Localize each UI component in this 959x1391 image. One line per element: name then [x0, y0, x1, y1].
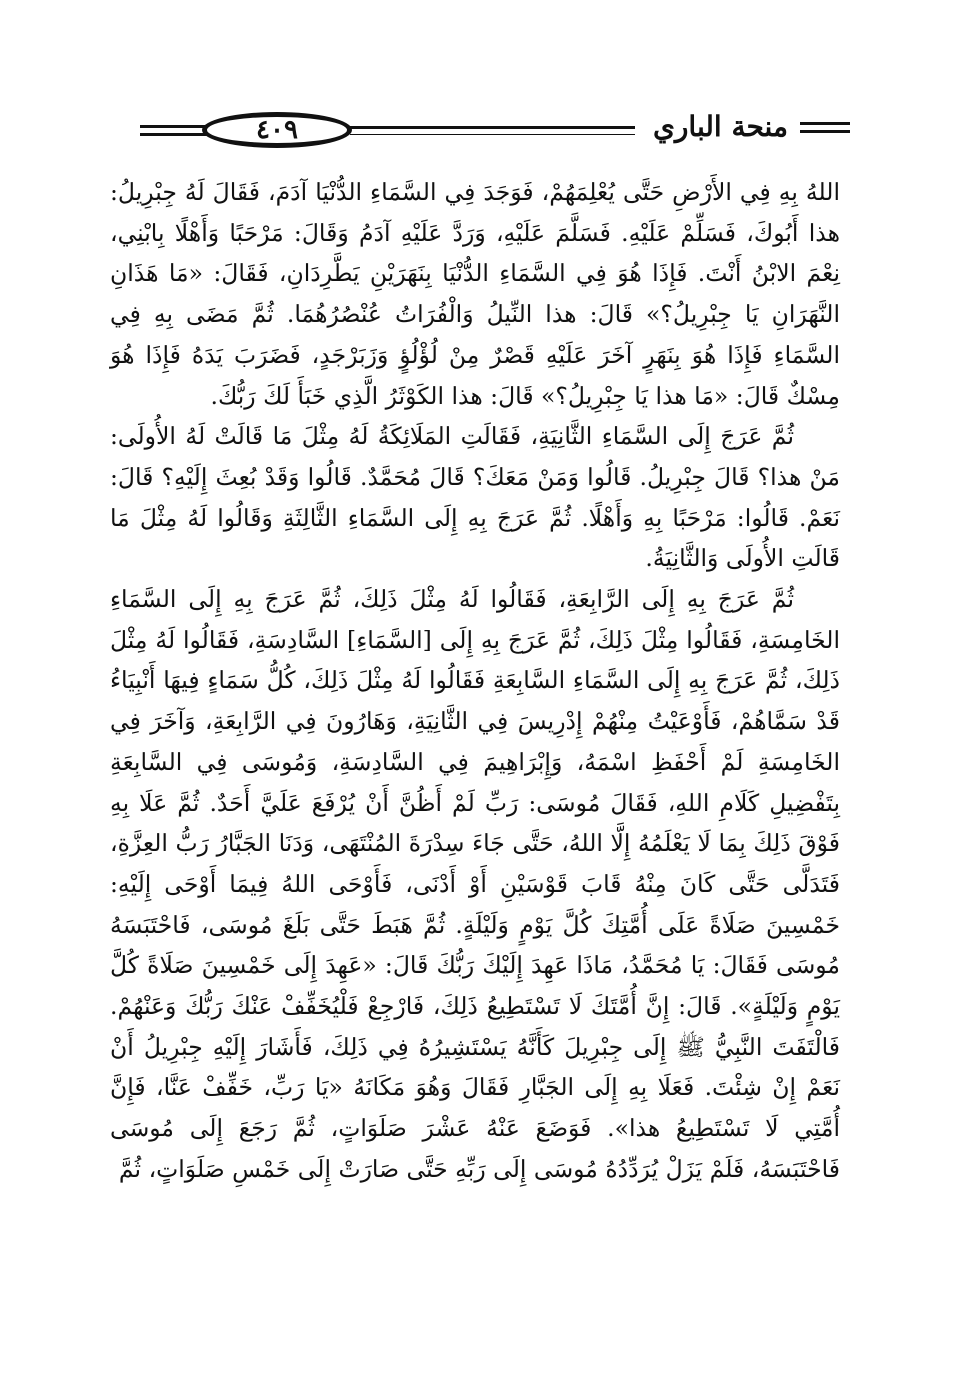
header-rule-right: [800, 122, 850, 125]
page-header: [140, 108, 850, 152]
paragraph-2: ثُمَّ عَرَجَ إِلَى السَّمَاءِ الثَّانِيَةِ، فَقَالَتِ المَلَائِكَةُ لَهُ مِثْلَ مَا قَالَتْ لَهُ الأُولَى: مَنْ هذا؟ قَالَ جِبْرِيلُ. قَالُوا وَمَنْ مَعَكَ؟ قَالَ مُحَمَّدٌ. قَالُوا وَقَدْ بُعِثَ إِلَيْهِ؟ قَالَ: نَعَمْ. قَالُوا: مَرْحَبًا بِهِ وَأَهْلًا. ثُمَّ عَرَجَ بِهِ إِلَى السَّمَاءِ الثَّالِثَةِ وَقَالُوا لَهُ مِثْلَ مَا قَالَتِ الأُولَى وَالثَّانِيَةُ.: [110, 422, 840, 573]
paragraph-1: اللهُ بِهِ فِي الأَرْضِ حَتَّى يُعْلِمَهُمْ، فَوَجَدَ فِي السَّمَاءِ الدُّنْيَا آدَمَ، فَقَالَ لَهُ جِبْرِيلُ: هذا أَبُوكَ، فَسَلِّمْ عَلَيْهِ. فَسَلَّمَ عَلَيْهِ، وَرَدَّ عَلَيْهِ آدَمُ وَقَالَ: مَرْحَبًا وَأَهْلًا بِابْنِي، نِعْمَ الابْنُ أَنْتَ. فَإِذَا هُوَ فِي السَّمَاءِ الدُّنْيَا بِنَهَرَيْنِ يَطَّرِدَانِ، فَقَالَ: «مَا هَذَانِ النَّهَرَانِ يَا جِبْرِيلُ؟» قَالَ: هذا النِّيلُ وَالْفُرَاتُ عُنْصُرُهُمَا. ثُمَّ مَضَى بِهِ فِي السَّمَاءِ فَإِذَا هُوَ بِنَهَرٍ آخَرَ عَلَيْهِ قَصْرٌ مِنْ لُؤْلُؤٍ وَزَبَرْجَدٍ، فَضَرَبَ يَدَهُ فَإِذَا هُوَ مِسْكٌ قَالَ: «مَا هذا يَا جِبْرِيلُ؟» قَالَ: هذا الكَوْثَرُ الَّذِي خَبَأَ لَكَ رَبُّكَ.: [110, 178, 840, 410]
book-title: منحة الباري: [652, 110, 788, 143]
page-number-badge: [202, 112, 352, 148]
header-rule-middle: [350, 126, 635, 129]
page-body: [110, 172, 840, 1190]
page-number: ٤٠٩: [256, 115, 298, 145]
header-rule-right-lower: [800, 130, 850, 133]
header-rule-middle-thin: [350, 134, 635, 135]
paragraph-3: ثُمَّ عَرَجَ بِهِ إِلَى الرَّابِعَةِ، فَقَالُوا لَهُ مِثْلَ ذَلِكَ، ثُمَّ عَرَجَ بِهِ إِلَى السَّمَاءِ الخَامِسَةِ، فَقَالُوا مِثْلَ ذَلِكَ، ثُمَّ عَرَجَ بِهِ إِلَى [السَّمَاءِ] السَّادِسَةِ، فَقَالُوا لَهُ مِثْلَ ذَلِكَ، ثُمَّ عَرَجَ بِهِ إِلَى السَّمَاءِ السَّابِعَةِ فَقَالُوا لَهُ مِثْلَ ذَلِكَ، كُلُّ سَمَاءٍ فِيهَا أَنْبِيَاءُ قَدْ سَمَّاهُمْ، فَأَوْعَيْتُ مِنْهُمْ إِدْرِيسَ فِي الثَّانِيَةِ، وَهَارُونَ فِي الرَّابِعَةِ، وَآخَرَ فِي الخَامِسَةِ لَمْ أَحْفَظِ اسْمَهُ، وَإِبْرَاهِيمَ فِي السَّادِسَةِ، وَمُوسَى فِي السَّابِعَةِ بِتَفْضِيلِ كَلَامِ اللهِ، فَقَالَ مُوسَى: رَبِّ لَمْ أَظُنَّ أَنْ يُرْفَعَ عَلَيَّ أَحَدٌ. ثُمَّ عَلَا بِهِ فَوْقَ ذَلِكَ بِمَا لَا يَعْلَمُهُ إِلَّا اللهُ، حَتَّى جَاءَ سِدْرَةَ المُنْتَهَى، وَدَنَا الجَبَّارُ رَبُّ العِزَّةِ، فَتَدَلَّى حَتَّى كَانَ مِنْهُ قَابَ قَوْسَيْنِ أَوْ أَدْنَى، فَأَوْحَى اللهُ فِيمَا أَوْحَى إِلَيْهِ: خَمْسِينَ صَلَاةً عَلَى أُمَّتِكَ كُلَّ يَوْمٍ وَلَيْلَةٍ. ثُمَّ هَبَطَ حَتَّى بَلَغَ مُوسَى، فَاحْتَبَسَهُ مُوسَى فَقَالَ: يَا مُحَمَّدُ، مَاذَا عَهِدَ إِلَيْكَ رَبُّكَ قَالَ: «عَهِدَ إِلَى خَمْسِينَ صَلَاةً كُلَّ يَوْمٍ وَلَيْلَةٍ». قَالَ: إِنَّ أُمَّتَكَ لَا تَسْتَطِيعُ ذَلِكَ، فَارْجِعْ فَلْيُخَفِّفْ عَنْكَ رَبُّكَ وَعَنْهُمْ. فَالْتَفَتَ النَّبِيُّ ﷺ إِلَى جِبْرِيلَ كَأَنَّهُ يَسْتَشِيرُهُ فِي ذَلِكَ، فَأَشَارَ إِلَيْهِ جِبْرِيلُ أَنْ نَعَمْ إِنْ شِئْتَ. فَعَلَا بِهِ إِلَى الجَبَّارِ فَقَالَ وَهُوَ مَكَانَهُ «يَا رَبِّ، خَفِّفْ عَنَّا، فَإِنَّ أُمَّتِي لَا تَسْتَطِيعُ هذا». فَوَضَعَ عَنْهُ عَشْرَ صَلَوَاتٍ، ثُمَّ رَجَعَ إِلَى مُوسَى فَاحْتَبَسَهُ، فَلَمْ يَزَلْ يُرَدِّدُهُ مُوسَى إِلَى رَبِّهِ حَتَّى صَارَتْ إِلَى خَمْسِ صَلَوَاتٍ، ثُمَّ: [110, 585, 840, 1183]
